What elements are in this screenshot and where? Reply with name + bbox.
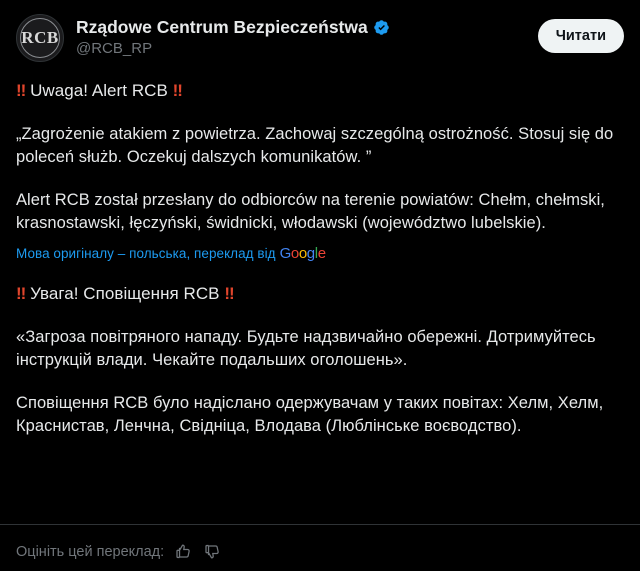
- footer-divider: [0, 524, 640, 525]
- avatar-ring: [20, 18, 60, 58]
- warning-mark-right-pl: ‼: [172, 81, 182, 100]
- account-handle[interactable]: @RCB_RP: [76, 40, 153, 57]
- tweet-body: [16, 79, 624, 438]
- account-names: [76, 14, 526, 59]
- paragraph-pl-quote: „Zagrożenie atakiem z powietrza. Zachowaj szczególną ostrożność. Stosuj się do poleceń służb. Oczekuj dalszych komunikatów. ”: [16, 125, 614, 166]
- warning-mark-right-uk: ‼: [224, 284, 234, 303]
- alert-heading-uk-text: Увага! Сповіщення RCB: [30, 284, 220, 303]
- avatar[interactable]: [16, 14, 64, 62]
- paragraph-uk-quote: «Загроза повітряного нападу. Будьте надзвичайно обережні. Дотримуйтесь інструкцій влади. Чекайте подальших оголошень».: [16, 328, 596, 369]
- alert-heading-pl-text: Uwaga! Alert RCB: [30, 81, 168, 100]
- paragraph-pl-areas: Alert RCB został przesłany do odbiorców na terenie powiatów: Chełm, chełmski, krasnostawski, łęczyński, świdnicki, włodawski (województwo lubelskie).: [16, 191, 605, 232]
- display-name-row: [76, 16, 526, 38]
- alert-heading-pl: [16, 79, 624, 102]
- avatar-monogram: RCB: [21, 28, 59, 47]
- rate-translation-row: [16, 542, 222, 561]
- warning-mark-left-pl: ‼: [16, 81, 26, 100]
- google-wordmark: Google: [279, 245, 326, 262]
- tweet-header: [16, 14, 624, 62]
- paragraph-uk-areas: Сповіщення RCB було надіслано одержувачам у таких повітах: Хелм, Хелм, Краснистав, Ленчна, Свідніца, Влодава (Люблінське воєводство).: [16, 394, 604, 435]
- translation-source-text: Мова оригіналу – польська, переклад від: [16, 246, 276, 261]
- display-name[interactable]: Rządowe Centrum Bezpieczeństwa: [76, 17, 368, 37]
- alert-heading-uk: [16, 282, 624, 305]
- translation-source-note[interactable]: [16, 242, 624, 265]
- thumbs-up-icon[interactable]: [174, 542, 193, 561]
- verified-badge-icon: [373, 19, 390, 36]
- warning-mark-left-uk: ‼: [16, 284, 26, 303]
- read-button[interactable]: Читати: [538, 19, 624, 53]
- thumbs-down-icon[interactable]: [203, 542, 222, 561]
- rate-translation-label: Оцініть цей переклад:: [16, 543, 165, 560]
